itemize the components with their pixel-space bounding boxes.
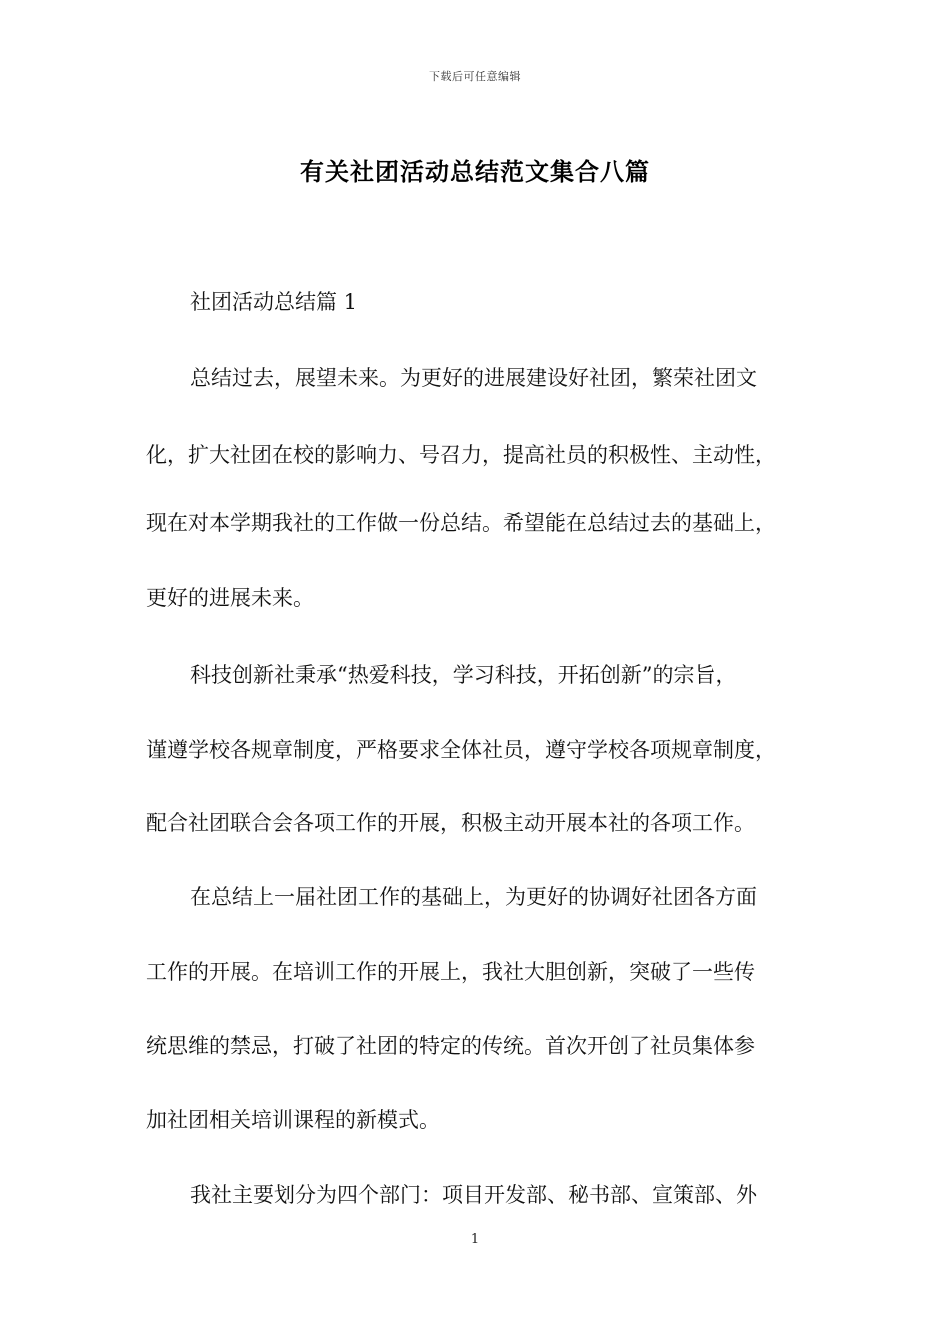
paragraph-3-line-4: 加社团相关培训课程的新模式。 <box>146 1108 440 1132</box>
paragraph-2-line-2: 谨遵学校各规章制度，严格要求全体社员，遵守学校各项规章制度， <box>146 738 776 762</box>
paragraph-2-line-3: 配合社团联合会各项工作的开展，积极主动开展本社的各项工作。 <box>146 811 755 835</box>
paragraph-2-line-1: 科技创新社秉承“热爱科技，学习科技，开拓创新”的宗旨， <box>190 663 737 687</box>
paragraph-3-line-1: 在总结上一届社团工作的基础上，为更好的协调好社团各方面 <box>190 885 757 909</box>
paragraph-3-line-2: 工作的开展。在培训工作的开展上，我社大胆创新，突破了一些传 <box>146 960 755 984</box>
section-heading: 社团活动总结篇 1 <box>190 290 358 314</box>
paragraph-1-line-3: 现在对本学期我社的工作做一份总结。希望能在总结过去的基础上， <box>146 511 776 535</box>
paragraph-4-line-1: 我社主要划分为四个部门：项目开发部、秘书部、宣策部、外 <box>190 1183 757 1207</box>
paragraph-1-line-1: 总结过去，展望未来。为更好的进展建设好社团，繁荣社团文 <box>190 366 757 390</box>
page-number: 1 <box>470 1232 480 1247</box>
header-note: 下载后可任意编辑 <box>429 70 521 83</box>
document-title: 有关社团活动总结范文集合八篇 <box>300 157 650 186</box>
paragraph-3-line-3: 统思维的禁忌，打破了社团的特定的传统。首次开创了社员集体参 <box>146 1034 755 1058</box>
paragraph-1-line-4: 更好的进展未来。 <box>146 586 314 610</box>
paragraph-1-line-2: 化，扩大社团在校的影响力、号召力，提高社员的积极性、主动性， <box>146 443 776 467</box>
